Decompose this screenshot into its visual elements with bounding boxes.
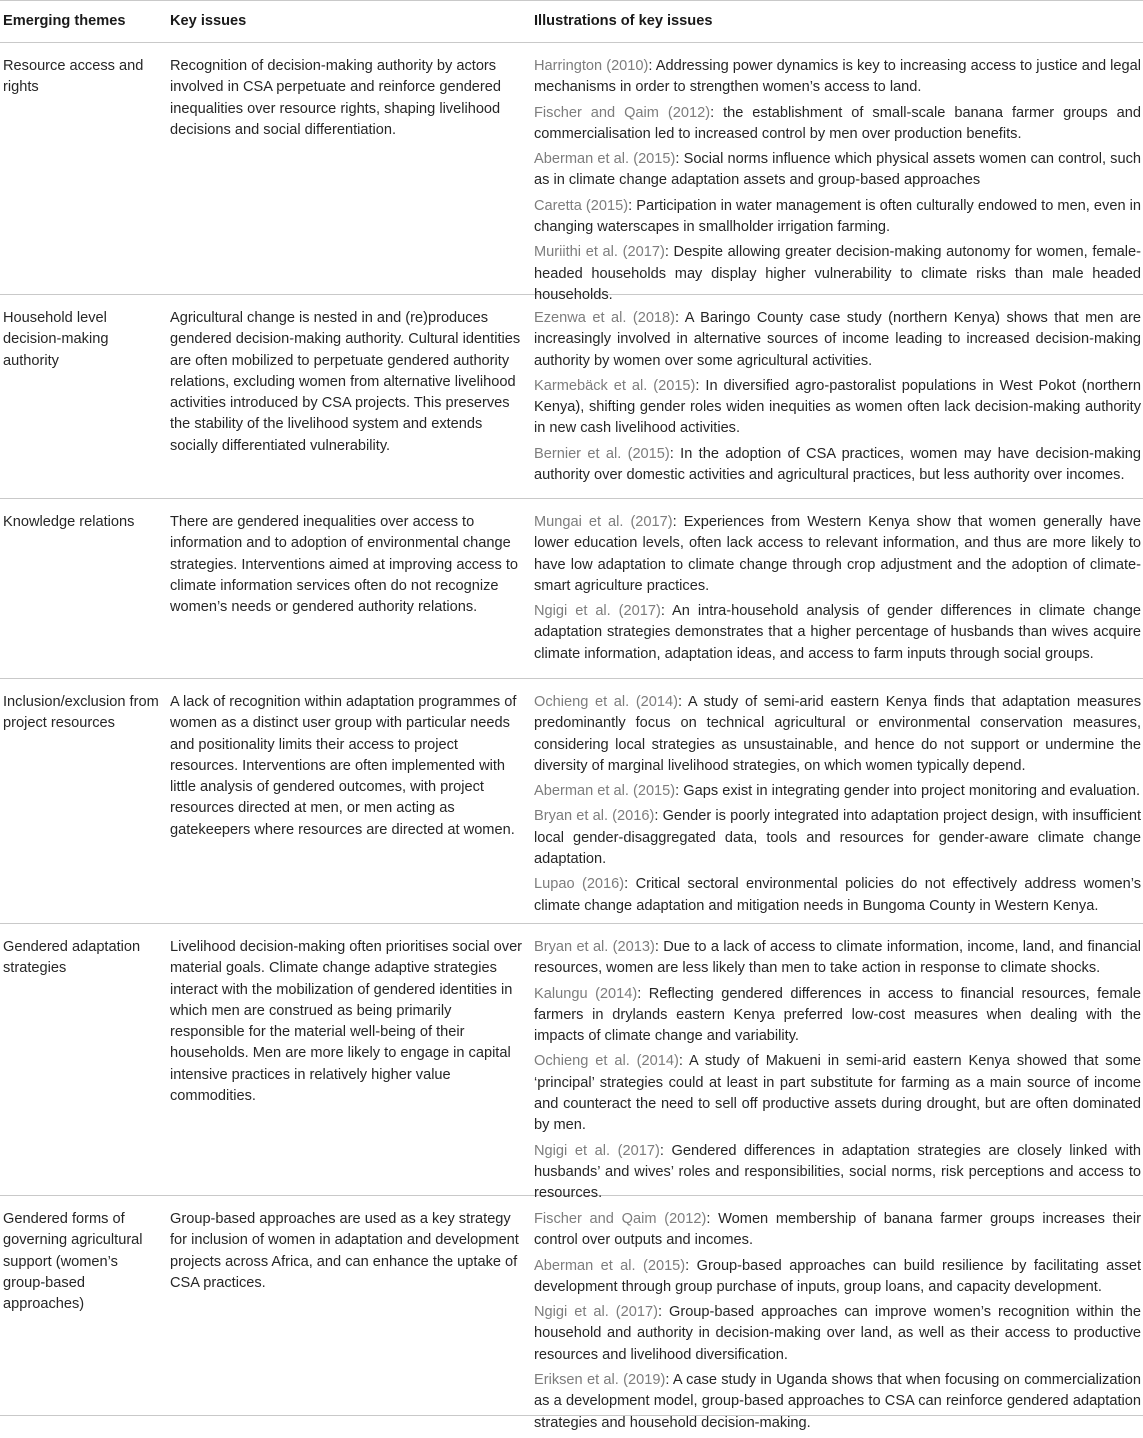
issue-cell: Agricultural change is nested in and (re)produces gendered decision-making authority. Cultural identities are often mobilized to perpetuate gendered authority relations, excluding women from alternative livelihood activities introduced by CSA projects. This preserves the stability of the livelihood system and extends socially differentiated vulnerability.	[170, 310, 521, 454]
citation: Lupao (2016)	[534, 876, 625, 893]
illustration-item	[534, 196, 1141, 243]
illustration-item	[534, 1051, 1141, 1140]
citation: Ngigi et al. (2017)	[534, 603, 661, 620]
illustration-item	[534, 984, 1141, 1052]
issue-cell: Livelihood decision-making often prioritises social over material goals. Climate change adaptive strategies interact with the mobilization of gendered identities in which men are construed as being primarily responsible for the material well-being of their households. Men are more likely to engage in capital intensive practices in relatively higher value commodities.	[170, 939, 523, 1105]
citation: Harrington (2010)	[534, 58, 649, 74]
citation: Aberman et al. (2015)	[534, 1257, 686, 1274]
issue-cell: There are gendered inequalities over access to information and to adoption of environmental change strategies. Interventions aimed at improving access to climate information services often do not recognize women’s needs or gendered authority relations.	[170, 514, 518, 616]
illustration-text: : Social norms influence which physical assets women can control, such as in climate change adaptation assets and group-based approaches	[534, 151, 1141, 189]
theme-cell: Inclusion/exclusion from project resources	[3, 694, 159, 732]
illustration-text: : Addressing power dynamics is key to increasing access to justice and legal mechanisms in order to strengthen women’s access to land.	[534, 58, 1141, 96]
citation: Ochieng et al. (2014)	[534, 1053, 679, 1070]
citation: Aberman et al. (2015)	[534, 151, 676, 168]
illustrations-cell	[534, 937, 1143, 1209]
citation: Eriksen et al. (2019)	[534, 1372, 666, 1389]
theme-cell: Household level decision-making authority	[3, 310, 109, 369]
illustration-item	[534, 1209, 1141, 1256]
illustrations-cell	[534, 1209, 1143, 1438]
illustration-item	[534, 242, 1141, 310]
illustration-text: : An intra-household analysis of gender differences in climate change adaptation strategies demonstrates that a higher percentage of husbands than wives acquire climate information, adaptation ideas, and access to farm inputs through social groups.	[534, 603, 1141, 662]
citation: Caretta (2015)	[534, 197, 629, 214]
citation: Muriithi et al. (2017)	[534, 244, 665, 261]
theme-cell: Resource access and rights	[3, 58, 144, 96]
citation: Kalungu (2014)	[534, 985, 638, 1002]
citation: Ngigi et al. (2017)	[534, 1304, 658, 1321]
theme-cell: Knowledge relations	[3, 514, 135, 530]
illustration-text: : A case study in Uganda shows that when focusing on commercialization as a development model, group-based approaches to CSA can reinforce gendered adaptation strategies and household decision-making.	[534, 1372, 1141, 1431]
citation: Bryan et al. (2013)	[534, 939, 655, 955]
citation: Karmebäck et al. (2015)	[534, 377, 696, 394]
illustration-text: : Experiences from Western Kenya show that women generally have lower education levels, often lack access to relevant information, and thus are more likely to have low adaptation to climate change through crop adjustment and the adoption of climate-smart agriculture practices.	[534, 514, 1141, 594]
header-key-issues: Key issues	[170, 13, 247, 29]
illustration-text: : Group-based approaches can improve women’s recognition within the household and authority in decision-making over land, as well as their access to productive resources and livelihood diversification.	[534, 1304, 1141, 1363]
illustration-text: : A study of Makueni in semi-arid eastern Kenya showed that some ‘principal’ strategies could at least in part substitute for farming as a main source of income and counteract the need to sell off productive assets during drought, but are often dominated by men.	[534, 1053, 1141, 1134]
illustration-text: : Gendered differences in adaptation strategies are closely linked with husbands’ and wives’ roles and responsibilities, social norms, risk perceptions and access to resources.	[534, 1142, 1141, 1202]
issue-cell: Recognition of decision-making authority by actors involved in CSA perpetuate and reinforce gendered inequalities over resource rights, shaping livelihood decisions and social differentiation.	[170, 58, 502, 138]
illustration-item	[534, 937, 1141, 984]
illustrations-cell	[534, 692, 1143, 923]
illustration-text: : Despite allowing greater decision-making autonomy for women, female-headed households may display higher vulnerability to climate risks than male headed households.	[534, 244, 1141, 303]
header-illustrations: Illustrations of key issues	[534, 13, 713, 29]
illustration-item	[534, 149, 1141, 196]
illustration-item	[534, 692, 1141, 781]
table-row	[0, 679, 1143, 924]
illustration-item	[534, 512, 1141, 601]
illustration-item	[534, 56, 1141, 103]
illustration-item	[534, 601, 1141, 669]
illustrations-cell	[534, 56, 1143, 310]
illustration-text: : Participation in water management is often culturally endowed to men, even in changing waterscapes in smallholder irrigation farming.	[534, 197, 1141, 236]
table-row	[0, 43, 1143, 303]
illustration-item	[534, 376, 1141, 444]
theme-cell: Gendered adaptation strategies	[3, 939, 141, 977]
table-row	[0, 499, 1143, 679]
illustration-text: : Gender is poorly integrated into adaptation project design, with insufficient local gender-disaggregated data, tools and resources for gender-aware climate change adaptation.	[534, 808, 1142, 868]
illustration-item	[534, 444, 1141, 491]
illustration-item	[534, 874, 1141, 921]
illustration-item	[534, 103, 1141, 150]
illustration-item	[534, 308, 1141, 376]
illustration-text: : A study of semi-arid eastern Kenya finds that adaptation measures predominantly focus on technical agricultural or environmental conservation measures, considering local strategies as unsustainable, and hence do not support or undermine the diversity of marginal livelihood strategies, on which women typically depend.	[534, 694, 1141, 774]
illustration-item	[534, 1302, 1141, 1370]
illustration-text: : Gaps exist in integrating gender into project monitoring and evaluation.	[675, 783, 1141, 800]
illustration-text: : In the adoption of CSA practices, women may have decision-making authority over domestic activities and agricultural practices, but less authority over incomes.	[534, 445, 1141, 484]
table-row	[0, 1196, 1143, 1431]
theme-cell: Gendered forms of governing agricultural support (women’s group-based approaches)	[3, 1211, 143, 1313]
citation: Mungai et al. (2017)	[534, 514, 673, 530]
illustrations-cell	[534, 512, 1143, 678]
illustration-text: : In diversified agro-pastoralist populations in West Pokot (northern Kenya), shifting gender roles widen inequities as women often lack decision-making authority in new cash livelihood activities.	[534, 377, 1142, 437]
illustration-text: : Group-based approaches can build resilience by facilitating asset development through group purchase of inputs, group loans, and capacity development.	[534, 1257, 1142, 1295]
illustration-item	[534, 1141, 1141, 1209]
illustration-text: : Women membership of banana farmer groups increases their control over outputs and incomes.	[534, 1211, 1141, 1249]
illustrations-cell	[534, 308, 1143, 498]
illustration-text: : Due to a lack of access to climate information, income, land, and financial resources, women are less likely than men to take action in response to climate shocks.	[534, 939, 1141, 977]
citation: Fischer and Qaim (2012)	[534, 104, 711, 121]
citation: Ezenwa et al. (2018)	[534, 310, 676, 326]
table-row	[0, 924, 1143, 1202]
citation: Aberman et al. (2015)	[534, 783, 676, 800]
illustration-item	[534, 806, 1141, 874]
citation: Bernier et al. (2015)	[534, 445, 670, 462]
table-row	[0, 295, 1143, 499]
citation: Bryan et al. (2016)	[534, 808, 655, 825]
citation: Ochieng et al. (2014)	[534, 694, 679, 710]
illustration-item	[534, 1256, 1141, 1303]
citation: Fischer and Qaim (2012)	[534, 1211, 707, 1227]
illustration-text: : Critical sectoral environmental policies do not effectively address women’s climate change adaptation and mitigation needs in Bungoma County in Western Kenya.	[534, 876, 1141, 914]
issue-cell: A lack of recognition within adaptation programmes of women as a distinct user group with particular needs and positionality limits their access to project resources. Interventions are often implemented with little analysis of gendered outcomes, with project resources directed at men, or men acting as gatekeepers where resources are directed at women.	[170, 694, 517, 838]
illustration-item	[534, 1370, 1141, 1438]
table-header	[0, 0, 1143, 43]
issue-cell: Group-based approaches are used as a key strategy for inclusion of women in adaptation and development projects across Africa, and can enhance the uptake of CSA practices.	[170, 1211, 519, 1291]
citation: Ngigi et al. (2017)	[534, 1142, 660, 1159]
header-emerging-themes: Emerging themes	[3, 13, 126, 29]
illustration-text: : A Baringo County case study (northern Kenya) shows that men are increasingly involved in alternative sources of income leading to increased decision-making authority by women over some agricultural activities.	[534, 310, 1141, 369]
illustration-text: : Reflecting gendered differences in access to financial resources, female farmers in drylands eastern Kenya preferred low-cost measures when dealing with the impacts of climate change and variability.	[534, 985, 1141, 1045]
illustration-text: : the establishment of small-scale banana farmer groups and commercialisation led to increased control by men over production benefits.	[534, 104, 1141, 142]
illustration-item	[534, 781, 1141, 806]
